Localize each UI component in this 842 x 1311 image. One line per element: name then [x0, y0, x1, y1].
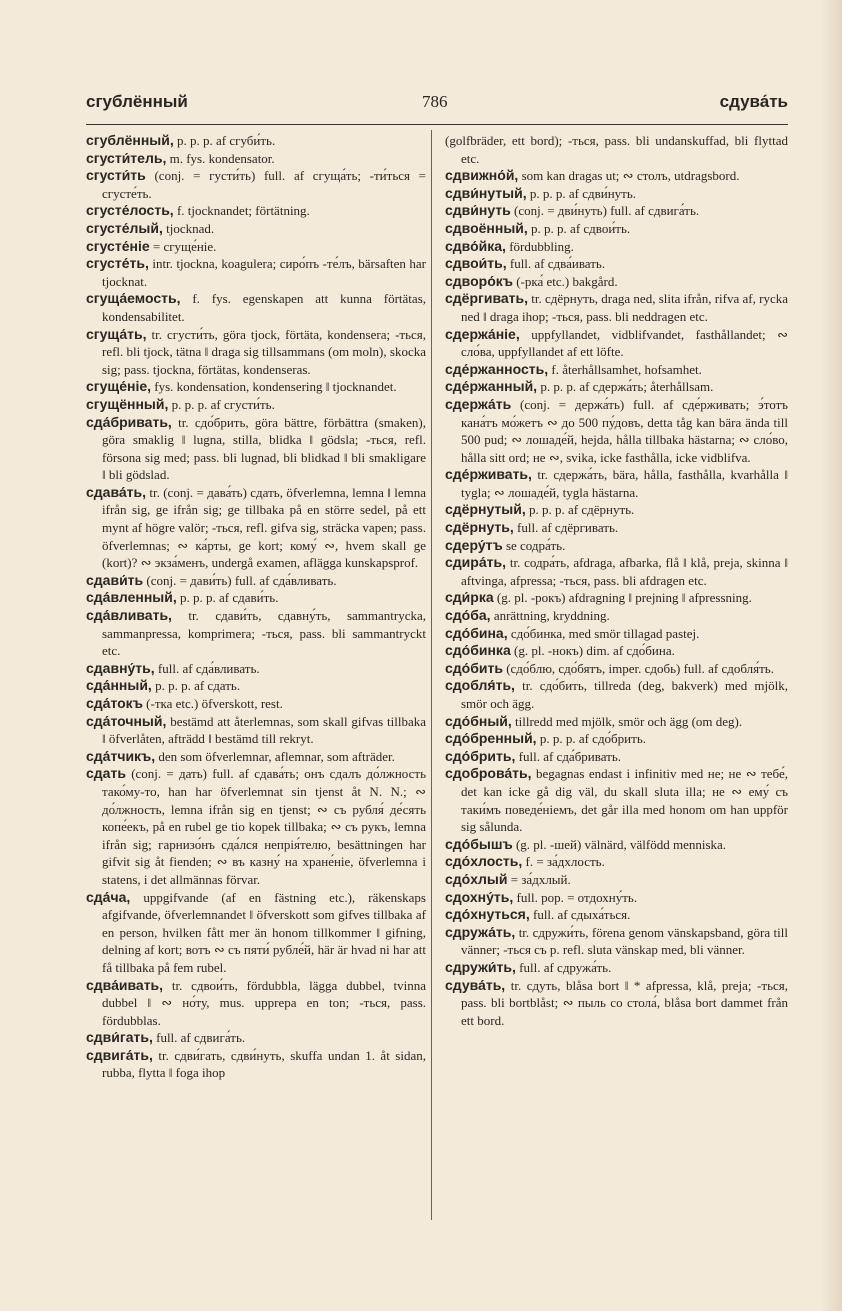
entry-definition: p. p. p. af сдви́нуть.	[529, 185, 637, 201]
dictionary-entry	[445, 607, 788, 625]
entry-headword: сдвижно́й,	[445, 167, 519, 184]
entry-definition: tr. сдо́брить, göra bättre, förbättra (smaken), göra smaklig ‖ lugna, stilla, blidka ‖ gödsla; -ться, refl. försona sig med; pass. bli lugnad, bli blidkad ‖ bli smakligare ‖ bli gödslad.	[102, 414, 426, 483]
entry-headword: сдёрнуть,	[445, 519, 514, 536]
entry-headword: сгуща́ть,	[86, 325, 147, 342]
dictionary-entry	[86, 132, 426, 150]
entry-definition: tr. сдвои́ть, fördubbla, lägga dubbel, tvinna dubbel ‖ ∾ но́ту, mus. upprepa en ton; -ться, pass. fördubblas.	[102, 977, 427, 1028]
entry-headword: сдо́бинка	[445, 642, 511, 659]
entry-definition: fys. kondensation, kondensering ‖ tjocknandet.	[154, 379, 397, 395]
dictionary-entry	[445, 466, 788, 501]
entry-headword: сдо́бышъ	[445, 835, 513, 852]
dictionary-entry	[86, 572, 426, 590]
entry-definition: tr. сдо́бить, tillreda (deg, bakverk) med mjölk, smör och ägg.	[461, 678, 789, 711]
entry-definition: (golfbräder, ett bord); -ться, pass. bli undanskuffad, bli flyttad etc.	[445, 133, 788, 166]
dictionary-entry	[86, 607, 426, 660]
entry-definition: p. p. p. af сдвои́ть.	[531, 220, 631, 236]
entry-definition: tr. сгусти́ть, göra tjock, förtäta, kondensera; -ться, refl. bli tjock, tätna ‖ draga sig tillsammans (om moln), skocka sig; pass. tjockna, förtätas, kondenseras.	[102, 326, 427, 377]
entry-headword: сдви́гать,	[86, 1029, 153, 1046]
entry-definition: (conj. = густи́ть) full. af сгуща́ть; -ти́ться = сгусте́ть.	[102, 168, 426, 201]
entry-definition: full. af сдыха́ться.	[532, 907, 631, 923]
entry-definition: f. tjocknandet; förtätning.	[176, 203, 310, 219]
entry-headword: сдава́ть,	[86, 483, 147, 500]
dictionary-entry	[445, 185, 788, 203]
entry-definition: full. pop. = отдохну́ть.	[516, 889, 638, 905]
dictionary-entry	[445, 273, 788, 291]
dictionary-entry	[445, 642, 788, 660]
entry-headword: сдува́ть,	[445, 976, 506, 993]
dictionary-entry	[445, 167, 788, 185]
dictionary-entry	[445, 889, 788, 907]
entry-headword: сдави́ть	[86, 571, 144, 588]
entry-definition: p. p. p. af сдёрнуть.	[528, 502, 635, 518]
entry-definition: tr. сдержа́ть, bära, hålla, fasthålla, kvarhålla ‖ tygla; ∾ лошаде́й, tygla hästarna.	[461, 467, 788, 500]
dictionary-entry	[445, 378, 788, 396]
entry-definition: tjocknad.	[166, 220, 215, 236]
dictionary-entry	[86, 1047, 426, 1082]
entry-headword: сдо́бина,	[445, 624, 508, 641]
dictionary-entry	[86, 167, 426, 202]
dictionary-entry	[445, 290, 788, 325]
entry-headword: сдоброва́ть,	[445, 765, 532, 782]
entry-definition: tr. сдви́гать, сдви́нуть, skuffa undan 1. åt sidan, rubba, flytta ‖ foga ihop	[102, 1047, 426, 1081]
entry-headword: сгущённый,	[86, 395, 169, 412]
dictionary-entry	[86, 290, 426, 325]
entry-definition: (сдо́блю, сдо́бятъ, imper. сдобь) full. af сдобля́ть.	[506, 660, 774, 676]
dictionary-entry	[86, 220, 426, 238]
entry-definition: tr. сдави́ть, сдавну́ть, sammantrycka, sammanpressa, komprimera; -ться, pass. bli sammantryckt etc.	[102, 608, 426, 659]
entry-headword: сгуща́емость,	[86, 290, 181, 307]
entry-definition: full. af сдва́ивать.	[509, 256, 606, 272]
dictionary-entry	[445, 906, 788, 924]
entry-definition: full. af сда́бривать.	[518, 748, 622, 764]
entry-definition: bestämd att återlemnas, som skall gifvas tillbaka ‖ öfverlåten, afträdd ‖ bestämd till rekryt.	[102, 713, 426, 747]
entry-headword: сда́точный,	[86, 712, 167, 729]
right-running-headword: сдува́ть	[719, 92, 788, 111]
column-divider	[431, 130, 432, 1220]
left-column	[86, 132, 426, 1082]
entry-definition: se содра́ть.	[505, 537, 566, 553]
dictionary-entry	[86, 748, 426, 766]
entry-headword: сдёрнутый,	[445, 501, 526, 518]
dictionary-entry	[445, 924, 788, 959]
dictionary-entry	[445, 660, 788, 678]
dictionary-entry	[86, 484, 426, 572]
entry-headword: сди́рка	[445, 589, 494, 606]
entry-headword: сгусти́тель,	[86, 149, 167, 166]
entry-definition: f. återhållsamhet, hofsamhet.	[551, 361, 702, 377]
entry-headword: сдо́бить	[445, 659, 503, 676]
entry-definition: uppfyllandet, vidblifvandet, fasthållandet; ∾ сло́ва, uppfyllandet af ett löfte.	[461, 326, 788, 360]
entry-definition: tr. сдёрнуть, draga ned, slita ifrån, rifva af, rycka ned ‖ draga ihop; -ться, pass. bli neddragen etc.	[461, 291, 789, 324]
entry-headword: сгусте́ніе	[86, 237, 150, 254]
dictionary-entry	[86, 765, 426, 888]
entry-definition: f. fys. egenskapen att kunna förtätas, kondensabilitet.	[102, 291, 427, 324]
entry-headword: сдружи́ть,	[445, 958, 516, 975]
entry-headword: сде́ржанный,	[445, 378, 538, 395]
entry-definition: (conj. = дави́ть) full. af сда́вливать.	[146, 572, 337, 588]
entry-definition: f. = за́дхлость.	[525, 854, 605, 870]
entry-definition: tr. сдуть, blåsa bort ‖ * afpressa, klå, preja; -ться, pass. bli bortblåst; ∾ пыль со стола́, blåsa bort dammet från ett bord.	[461, 977, 788, 1028]
dictionary-entry	[445, 220, 788, 238]
dictionary-entry	[445, 959, 788, 977]
entry-headword: сдо́хнуться,	[445, 906, 530, 923]
dictionary-entry	[445, 853, 788, 871]
dictionary-entry	[86, 1029, 426, 1047]
entry-headword: сда́тчикъ,	[86, 747, 156, 764]
entry-definition: full. af сда́вливать.	[157, 660, 260, 676]
dictionary-entry	[86, 255, 426, 290]
dictionary-entry	[445, 326, 788, 361]
entry-definition: p. p. p. af сдо́брить.	[539, 731, 646, 747]
entry-headword: сдохну́ть,	[445, 888, 514, 905]
entry-headword: сдви́нуть	[445, 202, 511, 219]
entry-headword: сдво́йка,	[445, 237, 506, 254]
entry-headword: сда́нный,	[86, 677, 152, 694]
entry-definition: (conj. = дви́нуть) full. af сдвига́ть.	[514, 203, 700, 219]
entry-definition: (conj. = держа́ть) full. af сде́рживать; э́тотъ кана́тъ мо́жетъ ∾ до 500 пу́довъ, detta tåg kan bära ända till 500 pud; ∾ лошаде́й, hejda, hålla tillbaka hästarna; ∾ сло́во, hålla sitt ord; не ∾, svika, icke fasthålla, icke vidblifva.	[461, 396, 788, 465]
dictionary-entry	[86, 677, 426, 695]
entry-headword: сдавну́ть,	[86, 659, 155, 676]
page-number: 786	[422, 92, 448, 111]
dictionary-entry	[445, 255, 788, 273]
dictionary-entry	[86, 695, 426, 713]
entry-definition: (conj. = дать) full. af сдава́ть; онъ сдалъ до́лжность тако́му-то, han har öfverlemnat sin tjenst åt N. N.; ∾ до́лжность, lemna ifrån sig en tjenst; ∾ съ рубля́ де́сять копе́екъ, på en rubel ge tio kopek tillbaka; ∾ съ рукъ, lemna ifrån sig; гарнизо́нъ сда́лся непрія́телю, besättningen har gifvit sig åt fienden; ∾ въ казну́ на хране́ніе, öfverlemna i statens, i det allmännas förvar.	[102, 766, 426, 887]
entry-definition: p. p. p. af сдави́ть.	[180, 590, 279, 606]
dictionary-entry	[86, 326, 426, 379]
entry-definition: som kan dragas ut; ∾ столъ, utdragsbord.	[521, 168, 740, 184]
entry-definition: tr. (conj. = дава́ть) сдать, öfverlemna, lemna ‖ lemna ifrån sig, ge ifrån sig; ge tillbaka på en större sedel, på ett mynt af högre valör; -ться, refl. gifva sig, sträcka vapen; pass. öfverlemnas; ∾ ка́рты, ge kort; кому́ ∾, hvem skall ge (kort)? ∾ экза́менъ, undergå examen, aflägga kunskapsprof.	[102, 484, 426, 571]
entry-definition: p. p. p. af сгуби́ть.	[177, 133, 276, 148]
dictionary-entry	[445, 501, 788, 519]
entry-definition: (g. pl. -рокъ) afdragning ‖ prejning ‖ afpressning.	[496, 590, 752, 606]
entry-headword: сдержа́ніе,	[445, 325, 520, 342]
entry-headword: сде́ржанность,	[445, 360, 549, 377]
dictionary-entry	[86, 238, 426, 256]
dictionary-entry	[445, 238, 788, 256]
dictionary-entry	[445, 713, 788, 731]
entry-headword: сгусти́ть	[86, 167, 146, 184]
dictionary-entry	[445, 977, 788, 1030]
dictionary-entry	[445, 589, 788, 607]
dictionary-entry	[445, 871, 788, 889]
entry-headword: сдержа́ть	[445, 395, 512, 412]
dictionary-entry	[445, 537, 788, 555]
entry-definition: (g. pl. -шей) välnärd, välfödd menniska.	[515, 836, 727, 852]
dictionary-entry	[445, 519, 788, 537]
entry-headword: сдворо́къ	[445, 272, 513, 289]
entry-definition: = сгуще́ніе.	[152, 238, 217, 254]
dictionary-entry	[445, 625, 788, 643]
entry-definition: (-тка etc.) öfverskott, rest.	[146, 696, 283, 711]
dictionary-entry	[86, 396, 426, 414]
entry-definition: anrättning, kryddning.	[493, 608, 610, 624]
entry-headword: сдобля́ть,	[445, 677, 515, 694]
entry-headword: сда́токъ	[86, 695, 143, 711]
dictionary-entry	[445, 748, 788, 766]
entry-definition: m. fys. kondensator.	[169, 150, 275, 166]
entry-headword: сдёргивать,	[445, 290, 529, 307]
dictionary-entry	[445, 836, 788, 854]
entry-headword: сгуще́ніе,	[86, 378, 152, 395]
dictionary-entry	[445, 396, 788, 466]
dictionary-entry	[86, 977, 426, 1030]
entry-headword: сдо́хлость,	[445, 853, 523, 870]
entry-definition: intr. tjockna, koagulera; сиро́пъ -те́лъ, bärsaften har tjocknat.	[102, 256, 427, 289]
entry-headword: сда́вливать,	[86, 607, 172, 624]
page-edge-shadow	[820, 0, 842, 1311]
dictionary-entry	[86, 202, 426, 220]
entry-headword: сгусте́лость,	[86, 202, 174, 219]
entry-definition: tillredd med mjölk, smör och ägg (om deg).	[515, 713, 743, 729]
dictionary-entry	[445, 202, 788, 220]
dictionary-entry	[445, 132, 788, 167]
dictionary-entry	[86, 378, 426, 396]
header-rule	[86, 124, 788, 125]
entry-headword: сдо́ба,	[445, 607, 491, 624]
dictionary-entry	[86, 414, 426, 484]
entry-headword: сдира́ть,	[445, 554, 506, 571]
entry-headword: сдвои́ть,	[445, 255, 507, 272]
entry-definition: begagnas endast i infinitiv med не; не ∾ тебе́, det kan icke gå dig väl, du skall sluta illa; не ∾ ему́ съ таки́мъ поведе́ніемъ, det går illa med honom om han uppför sig sålunda.	[461, 766, 789, 835]
entry-definition: uppgifvande (af en fästning etc.), räkenskaps afgifvande, öfverlemnandet ‖ öfverskott som gifves tillbaka af en person, hvilken fått mer än honom tillkommer ‖ gifning, delning af kort; вотъ ∾ съ пяти́ рубле́й, här är hvad ni har att få tillbaka på fem rubel.	[102, 889, 426, 975]
entry-definition: tr. сдружи́ть, förena genom vänskapsband, göra till vänner; -ться съ p. refl. sluta vänskap med, bli vänner.	[461, 924, 788, 958]
entry-headword: сдо́хлый	[445, 870, 508, 887]
page-header	[86, 92, 788, 120]
dictionary-entry	[445, 765, 788, 835]
entry-headword: сдвига́ть,	[86, 1046, 153, 1063]
entry-headword: сдвоённый,	[445, 219, 528, 236]
entry-headword: сдружа́ть,	[445, 923, 516, 940]
entry-headword: сгублённый,	[86, 132, 174, 148]
entry-headword: сдва́ивать,	[86, 976, 164, 993]
entry-headword: сдви́нутый,	[445, 184, 527, 201]
dictionary-entry	[86, 713, 426, 748]
entry-headword: сдать	[86, 765, 126, 782]
entry-headword: сдеру́тъ	[445, 536, 503, 553]
dictionary-entry	[86, 150, 426, 168]
dictionary-entry	[86, 660, 426, 678]
entry-definition: den som öfverlemnar, aflemnar, som afträder.	[158, 748, 395, 764]
entry-headword: сгусте́лый,	[86, 219, 163, 236]
entry-definition: p. p. p. af сгусти́ть.	[171, 396, 275, 412]
right-column	[445, 132, 788, 1029]
dictionary-entry	[445, 677, 788, 712]
dictionary-entry	[445, 361, 788, 379]
dictionary-entry	[445, 554, 788, 589]
entry-headword: сда́ча,	[86, 888, 131, 905]
entry-headword: сде́рживать,	[445, 466, 532, 483]
entry-definition: tr. содра́ть, afdraga, afbarka, flå ‖ klå, preja, skinna ‖ aftvinga, afpressa; -ться, pass. bli afdragen etc.	[461, 555, 789, 588]
entry-definition: (-рка́ etc.) bakgård.	[516, 273, 618, 289]
entry-definition: (g. pl. -нокъ) dim. af сдо́бина.	[513, 643, 675, 659]
entry-definition: full. af сдёргивать.	[517, 520, 619, 536]
dictionary-entry	[445, 730, 788, 748]
entry-definition: full. af сдвига́ть.	[156, 1030, 246, 1046]
entry-definition: fördubbling.	[509, 238, 574, 254]
entry-headword: сдо́брить,	[445, 747, 516, 764]
entry-headword: сда́бривать,	[86, 413, 172, 430]
entry-headword: сдо́бный,	[445, 712, 512, 729]
dictionary-entry	[86, 589, 426, 607]
left-running-headword: сгублённый	[86, 92, 188, 111]
entry-definition: p. p. p. af сдать.	[155, 678, 241, 694]
entry-definition: full. af сдружа́ть.	[519, 959, 612, 975]
dictionary-entry	[86, 889, 426, 977]
entry-definition: p. p. p. af сдержа́ть; återhållsam.	[540, 379, 714, 395]
entry-definition: сдо́бинка, med smör tillagad pastej.	[510, 625, 700, 641]
entry-definition: = за́дхлый.	[510, 871, 571, 887]
entry-headword: сдо́бренный,	[445, 730, 537, 747]
entry-headword: сда́вленный,	[86, 589, 177, 606]
entry-headword: сгусте́ть,	[86, 255, 149, 272]
